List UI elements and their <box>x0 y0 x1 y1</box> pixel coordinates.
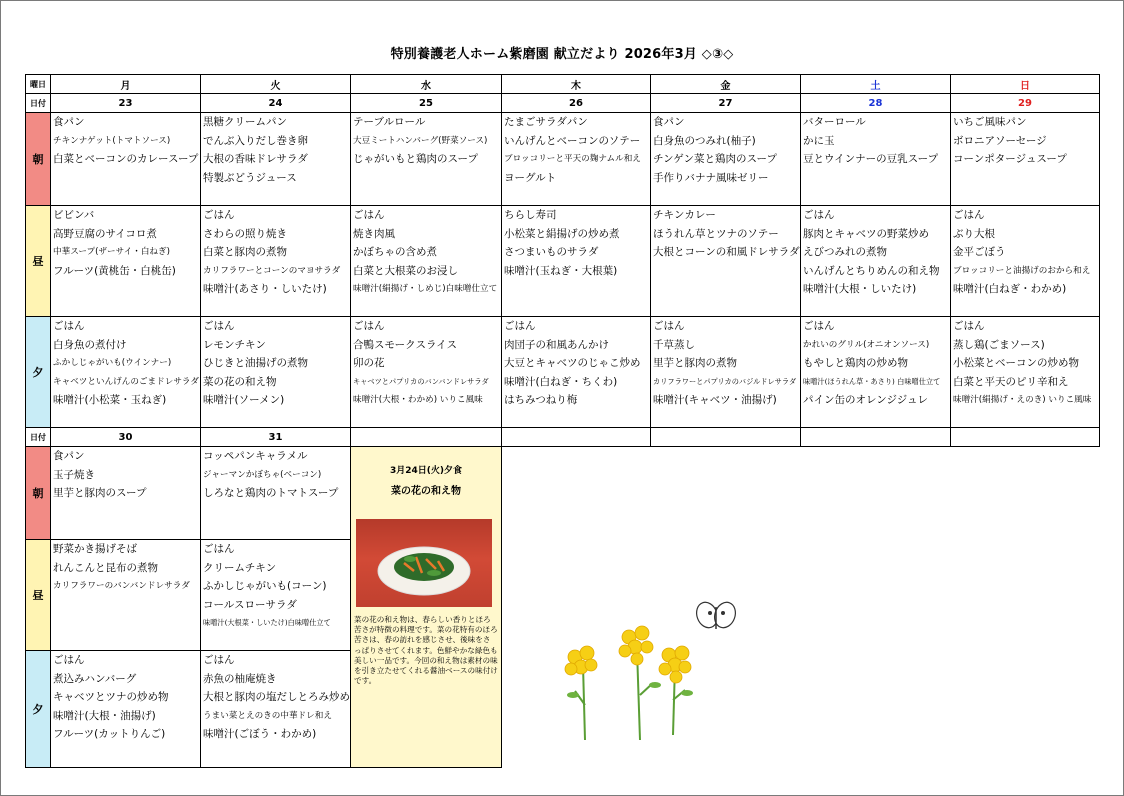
menu-item: ごはん <box>953 320 985 332</box>
menu-item: カリフラワーのバンバンドレサラダ <box>53 581 190 592</box>
date-cell: 30 <box>51 428 201 447</box>
breakfast-label: 朝 <box>26 113 51 206</box>
weekday-cell: 木 <box>502 75 651 94</box>
menu-item: 野菜かき揚げそば <box>53 543 137 555</box>
menu-item: ごはん <box>953 209 985 221</box>
menu-item: 味噌汁(小松菜・玉ねぎ) <box>53 394 167 407</box>
menu-item: はちみつねり梅 <box>504 394 578 407</box>
decoration-illustration <box>545 595 785 745</box>
menu-item: ごはん <box>353 209 385 221</box>
menu-item: ふかしじゃがいも(コーン) <box>203 580 327 593</box>
menu-item: カリフラワーとコーンのマヨサラダ <box>203 265 341 276</box>
menu-item: ジャーマンかぼちゃ(ベーコン) <box>203 469 322 480</box>
menu-item: 豚肉とキャベツの野菜炒め <box>803 227 929 240</box>
menu-item: キャベツとパプリカのバンバンドレサラダ <box>353 376 489 386</box>
menu-item: ごはん <box>353 320 385 332</box>
featured-dish-panel <box>351 447 502 768</box>
menu-item: ふかしじゃがいも(ウインナー) <box>53 358 172 369</box>
menu-item: ブロッコリーと油揚げのおから和え <box>953 265 1091 276</box>
menu-item: ほうれん草とツナのソテー <box>653 227 779 240</box>
menu-item: ひじきと油揚げの煮物 <box>203 357 308 370</box>
empty-date-cell <box>651 428 801 447</box>
menu-item: ごはん <box>803 209 835 221</box>
menu-cell <box>201 540 351 651</box>
menu-cell <box>351 317 502 428</box>
menu-item: 大根の香味ドレサラダ <box>203 153 308 166</box>
menu-cell <box>51 113 201 206</box>
menu-cell <box>951 206 1100 317</box>
menu-item: 白菜と大根菜のお浸し <box>353 264 458 277</box>
menu-item: 白菜とベーコンのカレースープ <box>53 153 199 166</box>
menu-item: 小松菜とベーコンの炒め物 <box>953 357 1079 370</box>
featured-heading: 3月24日(火)夕食 <box>389 466 462 476</box>
dinner-label: 夕 <box>26 317 51 428</box>
date-row-2 <box>26 428 1100 447</box>
butterfly-icon <box>693 599 739 630</box>
menu-item: コールスローサラダ <box>203 598 297 611</box>
menu-item: ごはん <box>504 320 536 332</box>
menu-item: 玉子焼き <box>53 468 95 481</box>
rapeseed-flowers-icon <box>565 626 693 740</box>
menu-item: ブロッコリーと平天の麹ナムル和え <box>504 154 641 165</box>
weekday-cell: 火 <box>201 75 351 94</box>
menu-item: 手作りバナナ風味ゼリー <box>653 171 769 184</box>
menu-item: ぶり大根 <box>953 227 995 240</box>
menu-item: 白菜と平天のピリ辛和え <box>953 375 1069 388</box>
date-label: 日付 <box>26 94 51 113</box>
menu-item: コッペパンキャラメル <box>203 450 308 462</box>
menu-item: バターロール <box>803 116 866 128</box>
menu-item: 焼き肉風 <box>353 227 395 240</box>
menu-item: ごはん <box>203 320 235 332</box>
menu-item: かれいのグリル(オニオンソース) <box>803 339 930 350</box>
menu-cell <box>51 540 201 651</box>
menu-item: 味噌汁(大根・しいたけ) <box>803 283 917 296</box>
menu-item: 味噌汁(白ねぎ・ちくわ) <box>504 375 618 388</box>
weekday-cell: 水 <box>351 75 502 94</box>
menu-item: チンゲン菜と鶏肉のスープ <box>653 153 778 166</box>
menu-item: 白身魚の煮付け <box>53 338 127 351</box>
date-cell: 27 <box>651 94 801 113</box>
menu-item: じゃがいもと鶏肉のスープ <box>353 153 478 166</box>
empty-date-cell <box>951 428 1100 447</box>
empty-date-cell <box>801 428 951 447</box>
page-title: 特別養護老人ホーム紫磨園 献立だより 2026年3月 ◇③◇ <box>390 47 734 62</box>
menu-item: 味噌汁(絹揚げ・しめじ)白味噌仕立て <box>353 284 498 295</box>
menu-item: 大豆ミートハンバーグ(野菜ソース) <box>353 135 488 146</box>
menu-item: ごはん <box>803 320 835 332</box>
menu-cell <box>51 317 201 428</box>
empty-date-cell <box>502 428 651 447</box>
menu-item: 高野豆腐のサイコロ煮 <box>53 227 157 240</box>
menu-cell <box>351 206 502 317</box>
menu-item: 金平ごぼう <box>953 246 1006 259</box>
menu-item: さわらの照り焼き <box>203 227 287 240</box>
menu-cell <box>51 447 201 540</box>
menu-item: しろなと鶏肉のトマトスープ <box>203 487 339 500</box>
dish-photo <box>356 519 492 607</box>
menu-item: 味噌汁(ソーメン) <box>203 394 285 407</box>
menu-cell <box>201 113 351 206</box>
menu-cell <box>201 447 351 540</box>
menu-item: 黒糖クリームパン <box>203 116 287 128</box>
menu-item: クリームチキン <box>203 561 277 574</box>
menu-item: いんげんとちりめんの和え物 <box>803 264 940 277</box>
menu-item: えびつみれの煮物 <box>803 246 887 259</box>
menu-item: キャベツといんげんのごまドレサラダ <box>53 376 200 387</box>
weekday-cell: 金 <box>651 75 801 94</box>
menu-item: ちらし寿司 <box>504 209 557 221</box>
menu-item: 食パン <box>653 116 685 128</box>
menu-item: ごはん <box>203 209 235 221</box>
weekday-label: 曜日 <box>26 75 51 94</box>
menu-item: かぼちゃの含め煮 <box>353 246 437 259</box>
menu-item: チキンナゲット(トマトソース) <box>53 135 171 146</box>
empty-date-cell <box>351 428 502 447</box>
menu-item: 赤魚の柚庵焼き <box>203 672 277 685</box>
date-cell: 29 <box>951 94 1100 113</box>
menu-item: 味噌汁(ごぼう・わかめ) <box>203 728 317 741</box>
menu-item: 味噌汁(キャベツ・油揚げ) <box>653 394 777 407</box>
menu-cell <box>502 113 651 206</box>
menu-item: でんぶ入りだし巻き卵 <box>203 134 308 147</box>
menu-item: キャベツとツナの炒め物 <box>53 691 169 704</box>
menu-item: 白身魚のつみれ(柚子) <box>653 134 756 147</box>
menu-item: パイン缶のオレンジジュレ <box>803 394 929 407</box>
menu-item: 味噌汁(大根菜・しいたけ)白味噌仕立て <box>203 618 331 628</box>
menu-item: 蒸し鶏(ごまソース) <box>953 338 1045 351</box>
menu-item: チキンカレー <box>653 209 716 221</box>
menu-item: れんこんと昆布の煮物 <box>53 561 158 574</box>
menu-cell <box>51 651 201 768</box>
menu-item: レモンチキン <box>203 338 266 351</box>
menu-item: いちご風味パン <box>953 116 1027 128</box>
menu-item: かに玉 <box>803 134 835 147</box>
menu-item: カリフラワーとパプリカのバジルドレサラダ <box>653 376 797 386</box>
menu-item: 味噌汁(ほうれん草・あさり) 白味噌仕立て <box>803 376 941 386</box>
menu-item: コーンポタージュスープ <box>953 153 1067 166</box>
menu-item: 煮込みハンバーグ <box>53 672 137 685</box>
weekday-cell: 日 <box>951 75 1100 94</box>
menu-item: ビビンバ <box>53 209 95 221</box>
date-cell: 24 <box>201 94 351 113</box>
menu-item: 味噌汁(あさり・しいたけ) <box>203 283 327 296</box>
meal-row-dinner <box>26 317 1100 428</box>
menu-cell <box>201 651 351 768</box>
menu-item: いんげんとベーコンのソテー <box>504 134 641 147</box>
menu-cell <box>502 317 651 428</box>
menu-item: ごはん <box>53 654 85 666</box>
meal-row-breakfast <box>26 113 1100 206</box>
featured-dish-name: 菜の花の和え物 <box>391 486 461 497</box>
menu-item: 食パン <box>53 116 85 128</box>
menu-item: 肉団子の和風あんかけ <box>504 338 609 351</box>
meal-row-2-breakfast <box>26 447 1100 540</box>
date-cell: 31 <box>201 428 351 447</box>
featured-description: 菜の花の和え物は、春らしい香りとほろ苦さが特徴の料理です。菜の花特有のほろ苦さは、春の訪れを感じさせ、後味をさっぱりさせてくれます。色鮮やかな緑色も美しい一品です。今回の和え物は素材の味を引き立たせてくれる醤油ベースの味付けです。 <box>354 615 498 686</box>
menu-item: たまごサラダパン <box>504 116 588 128</box>
menu-item: テーブルロール <box>353 116 426 128</box>
menu-item: 大豆とキャベツのじゃこ炒め <box>504 357 641 370</box>
meal-row-lunch <box>26 206 1100 317</box>
date-cell: 28 <box>801 94 951 113</box>
weekday-row <box>26 75 1100 94</box>
menu-item: 味噌汁(大根・油揚げ) <box>53 709 156 722</box>
menu-item: 白菜と豚肉の煮物 <box>203 246 287 259</box>
menu-cell <box>951 317 1100 428</box>
weekday-cell: 土 <box>801 75 951 94</box>
menu-item: さつまいものサラダ <box>504 246 599 259</box>
menu-item: 小松菜と絹揚げの炒め煮 <box>504 227 620 240</box>
menu-cell <box>651 317 801 428</box>
weekday-cell: 月 <box>51 75 201 94</box>
date-label-2: 日付 <box>26 428 51 447</box>
dinner-label: 夕 <box>26 651 51 768</box>
menu-item: 味噌汁(白ねぎ・わかめ) <box>953 283 1067 296</box>
menu-item: 千草蒸し <box>653 338 695 351</box>
menu-cell <box>801 206 951 317</box>
menu-item: 卯の花 <box>353 357 385 370</box>
menu-item: ごはん <box>203 543 235 555</box>
menu-item: 食パン <box>53 450 85 462</box>
breakfast-label: 朝 <box>26 447 51 540</box>
menu-item: 菜の花の和え物 <box>203 375 277 388</box>
menu-item: 合鴨スモークスライス <box>353 338 458 351</box>
menu-item: 味噌汁(大根・わかめ) いりこ風味 <box>353 395 483 406</box>
menu-cell <box>651 206 801 317</box>
menu-item: うまい菜とえのきの中華ドレ和え <box>203 710 332 721</box>
menu-item: ボロニアソーセージ <box>953 134 1047 147</box>
menu-item: 味噌汁(玉ねぎ・大根葉) <box>504 264 618 277</box>
menu-item: 豆とウインナーの豆乳スープ <box>803 153 939 166</box>
menu-cell <box>801 113 951 206</box>
menu-cell <box>201 317 351 428</box>
date-row <box>26 94 1100 113</box>
menu-cell <box>351 113 502 206</box>
menu-item: もやしと鶏肉の炒め物 <box>803 357 908 370</box>
menu-cell <box>51 206 201 317</box>
menu-cell <box>502 206 651 317</box>
menu-item: ごはん <box>653 320 685 332</box>
menu-cell <box>801 317 951 428</box>
menu-item: ヨーグルト <box>504 171 557 184</box>
date-cell: 25 <box>351 94 502 113</box>
menu-item: 特製ぶどうジュース <box>203 171 297 184</box>
lunch-label: 昼 <box>26 540 51 651</box>
menu-cell <box>201 206 351 317</box>
lunch-label: 昼 <box>26 206 51 317</box>
menu-item: 味噌汁(絹揚げ・えのき) いりこ風味 <box>953 395 1092 406</box>
date-cell: 23 <box>51 94 201 113</box>
menu-item: 里芋と豚肉の煮物 <box>653 357 737 370</box>
menu-item: フルーツ(黄桃缶・白桃缶) <box>53 264 176 277</box>
menu-item: 大根と豚肉の塩だしとろみ炒め <box>203 691 350 704</box>
menu-item: 大根とコーンの和風ドレサラダ <box>653 246 800 259</box>
menu-item: ごはん <box>53 320 85 332</box>
menu-item: 中華スープ(ザーサイ・白ねぎ) <box>53 247 170 258</box>
date-cell: 26 <box>502 94 651 113</box>
menu-item: ごはん <box>203 654 235 666</box>
menu-cell <box>951 113 1100 206</box>
menu-item: 里芋と豚肉のスープ <box>53 487 147 500</box>
menu-item: フルーツ(カットりんご) <box>53 728 166 741</box>
menu-cell <box>651 113 801 206</box>
